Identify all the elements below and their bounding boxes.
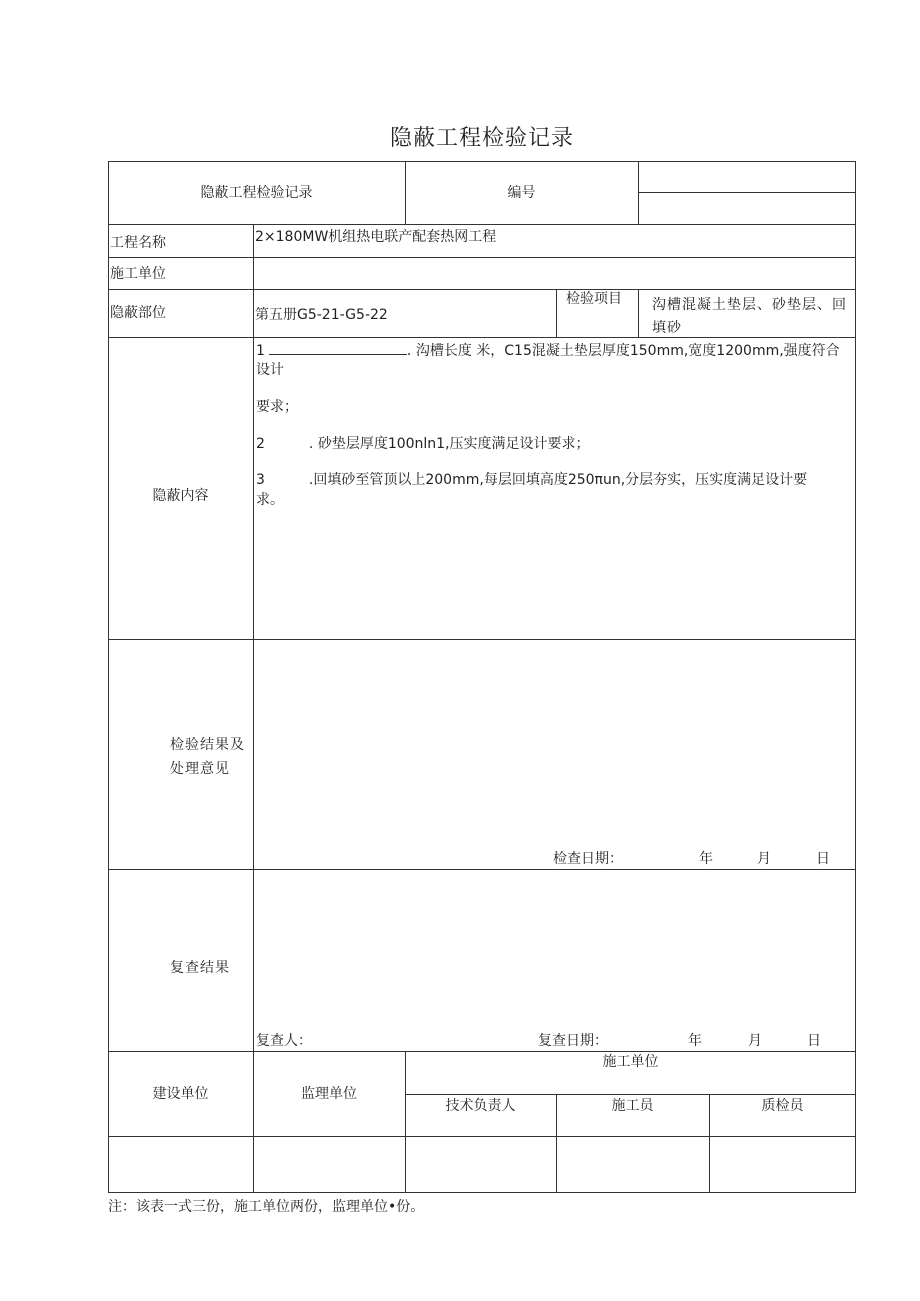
border-left: [108, 161, 109, 1193]
recheck-month[interactable]: 月: [748, 1033, 762, 1049]
border-bottom: [108, 1192, 856, 1193]
row-rule: [405, 1094, 856, 1095]
qc-label: 质检员: [761, 1098, 804, 1114]
row-rule: [108, 257, 856, 258]
owner-label: 建设单位: [152, 1086, 209, 1102]
content-line3-num: 3: [256, 472, 265, 488]
contractor-sign-label: 施工单位: [602, 1054, 659, 1070]
form-name: 隐蔽工程检验记录: [200, 185, 313, 201]
contractor-label: 施工单位: [110, 266, 166, 282]
col-rule: [638, 161, 639, 224]
supervisor-signature-cell[interactable]: [254, 1137, 405, 1192]
inspection-date-label: 检查日期：: [553, 851, 623, 867]
content-line2: [256, 434, 590, 454]
content-line3-cont: 求。: [256, 492, 284, 508]
tech-lead-signature-cell[interactable]: [406, 1137, 556, 1192]
number-label: 编号: [507, 185, 536, 201]
content-line2-text: . 砂垫层厚度100nln1,压实度满足设计要求；: [308, 436, 590, 452]
content-line3: [256, 470, 807, 490]
content-label: 隐蔽内容: [152, 488, 209, 504]
inspection-day[interactable]: 日: [816, 851, 830, 867]
content-line1-text: . 沟槽长度 米，C15混凝土垫层厚度150mm,宽度1200mm,强度符合: [406, 343, 840, 359]
col-rule: [556, 289, 557, 337]
inspection-form: [108, 161, 856, 1193]
recheck-year[interactable]: 年: [688, 1033, 702, 1049]
item-value[interactable]: 沟槽混凝土垫层、砂垫层、回填砂: [652, 297, 847, 336]
item-label: 检验项目: [566, 291, 622, 307]
project-name-label: 工程名称: [110, 235, 166, 251]
document-title: 隐蔽工程检验记录: [389, 126, 574, 151]
content-line1-cont: 设计: [256, 362, 284, 378]
tech-lead-label: 技术负责人: [445, 1098, 516, 1114]
col-rule: [638, 289, 639, 337]
recheck-date-label: 复查日期：: [538, 1033, 608, 1049]
content-line2-num: 2: [256, 436, 265, 452]
supervisor-label: 监理单位: [301, 1086, 357, 1102]
worker-signature-cell[interactable]: [557, 1137, 709, 1192]
content-line1-cont2: 要求；: [256, 399, 298, 415]
inspection-label-1: 检验结果及: [170, 737, 245, 753]
row-rule: [108, 289, 856, 290]
inspection-year[interactable]: 年: [699, 851, 713, 867]
col-rule: [253, 224, 254, 1051]
length-blank[interactable]: [269, 340, 407, 355]
content-line1-num: 1: [256, 343, 265, 359]
owner-signature-cell[interactable]: [109, 1137, 253, 1192]
content-line1: [256, 340, 840, 361]
worker-label: 施工员: [611, 1098, 654, 1114]
location-label: 隐蔽部位: [110, 305, 166, 321]
row-rule: [108, 224, 856, 225]
border-right: [855, 161, 856, 1193]
footnote: 注：该表一式三份，施工单位两份，监理单位•份。: [108, 1199, 425, 1215]
number-divider: [638, 192, 856, 193]
row-rule: [108, 639, 856, 640]
recheck-day[interactable]: 日: [807, 1033, 821, 1049]
project-name-value[interactable]: 2×180MW机组热电联产配套热网工程: [255, 229, 497, 245]
row-rule: [108, 869, 856, 870]
border-top: [108, 161, 856, 162]
inspection-label-2: 处理意见: [170, 761, 230, 777]
content-line3-text: .回填砂至管顶以上200mm,每层回填高度250πun,分层夯实，压实度满足设计要: [308, 472, 808, 488]
location-value[interactable]: 第五册G5-21-G5-22: [255, 307, 388, 323]
recheck-person-label[interactable]: 复查人：: [256, 1033, 312, 1049]
qc-signature-cell[interactable]: [710, 1137, 855, 1192]
recheck-label: 复查结果: [170, 960, 230, 976]
inspection-month[interactable]: 月: [757, 851, 771, 867]
